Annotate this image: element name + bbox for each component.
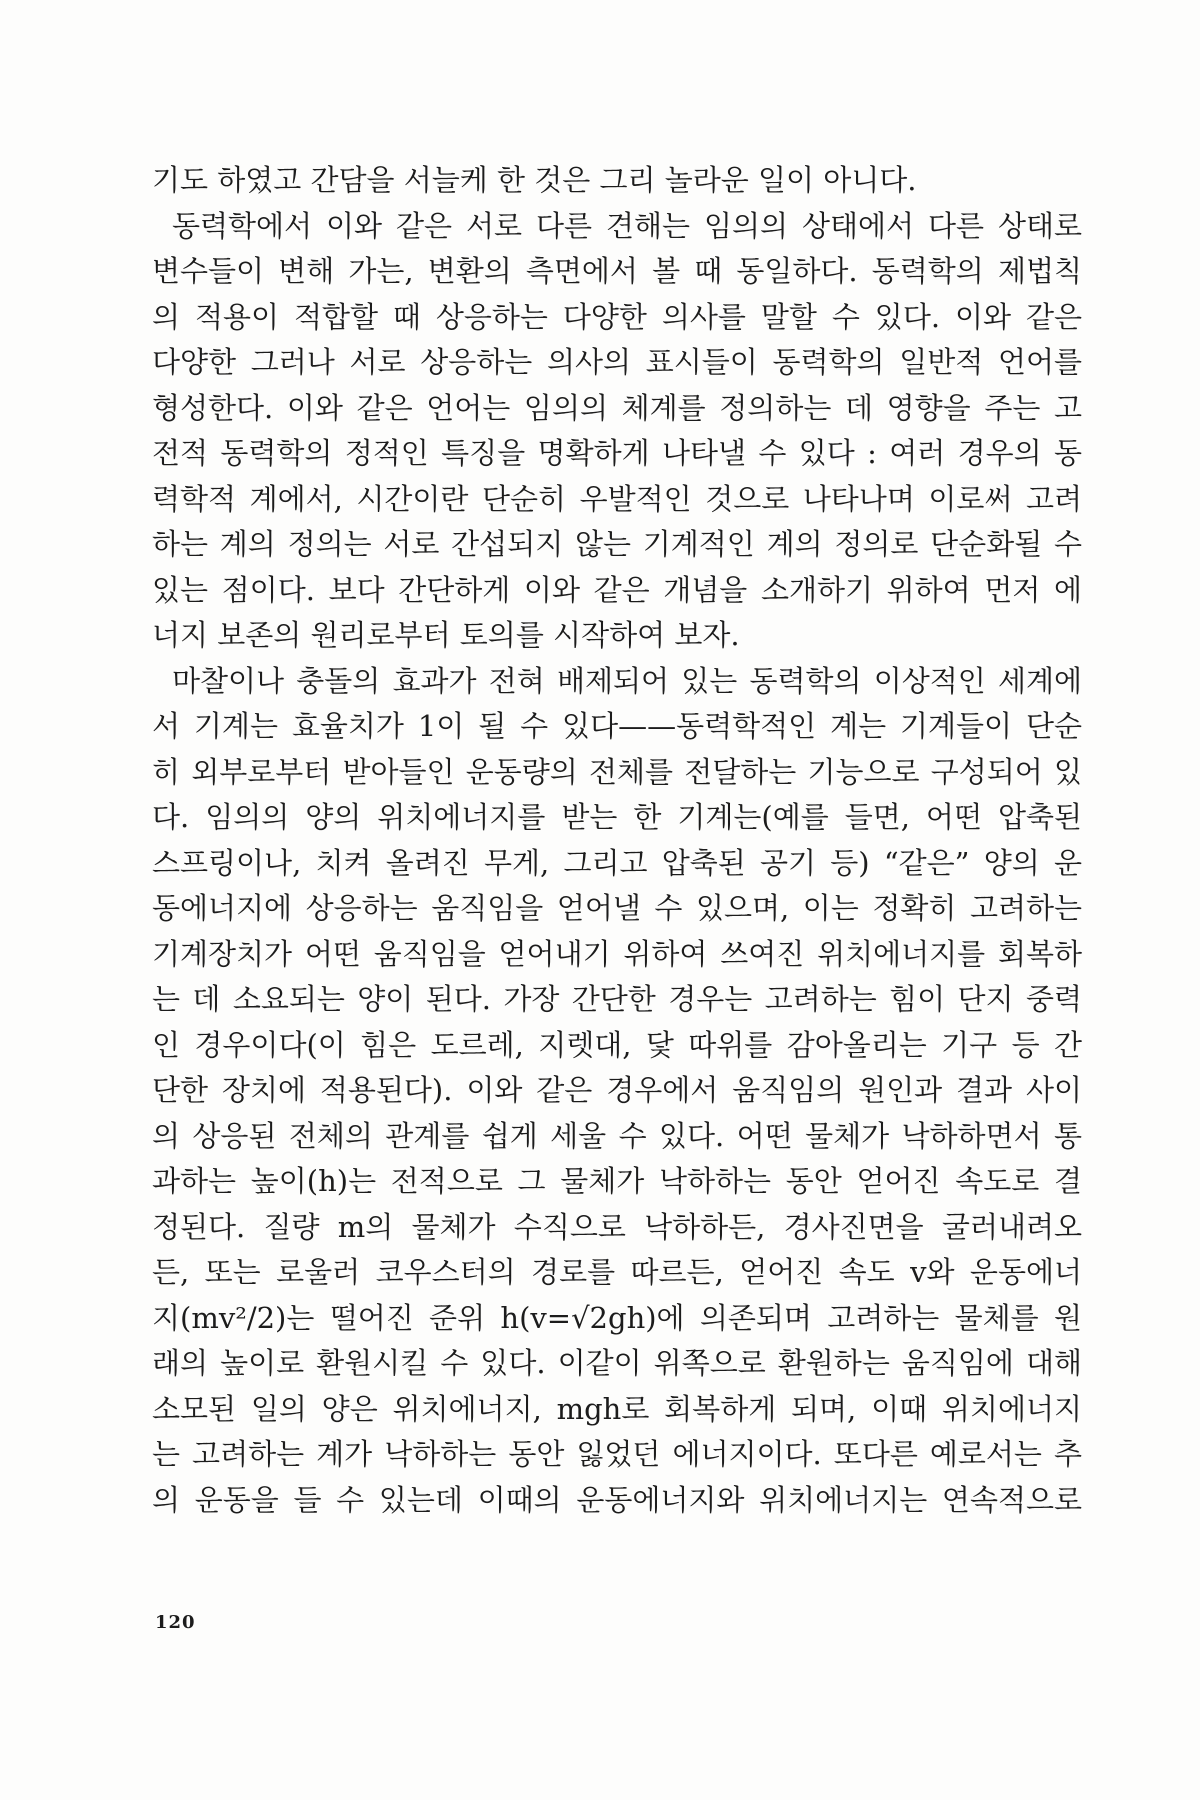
text-line: 동력학에서 이와 같은 서로 다른 견해는 임의의 상태에서 다른 상태로 bbox=[172, 208, 1082, 243]
text-line: 지(mv²/2)는 떨어진 준위 h(v=√2gh)에 의존되며 고려하는 물체를 원 bbox=[152, 1300, 1082, 1335]
text-line: 인 경우이다(이 힘은 도르레, 지렛대, 닻 따위를 감아올리는 기구 등 간 bbox=[152, 1027, 1082, 1062]
page-number: 120 bbox=[155, 1612, 196, 1633]
text-line: 는 고려하는 계가 낙하하는 동안 잃었던 에너지이다. 또다른 예로서는 추 bbox=[152, 1437, 1082, 1471]
text-line: 너지 보존의 원리로부터 토의를 시작하여 보자. bbox=[152, 618, 740, 652]
text-line: 다. 임의의 양의 위치에너지를 받는 한 기계는(예를 들면, 어떤 압축된 bbox=[152, 800, 1082, 834]
text-line: 기계장치가 어떤 움직임을 얻어내기 위하여 쓰여진 위치에너지를 회복하 bbox=[152, 936, 1082, 971]
text-line: 든, 또는 로울러 코우스터의 경로를 따르든, 얻어진 속도 v와 운동에너 bbox=[152, 1255, 1082, 1289]
text-line: 하는 계의 정의는 서로 간섭되지 않는 기계적인 계의 정의로 단순화될 수 bbox=[152, 527, 1082, 561]
text-line: 있는 점이다. 보다 간단하게 이와 같은 개념을 소개하기 위하여 먼저 에 bbox=[152, 572, 1082, 607]
body-text bbox=[152, 158, 1082, 1523]
text-line: 래의 높이로 환원시킬 수 있다. 이같이 위쪽으로 환원하는 움직임에 대해 bbox=[152, 1346, 1082, 1380]
text-line: 의 운동을 들 수 있는데 이때의 운동에너지와 위치에너지는 연속적으로 bbox=[152, 1482, 1082, 1517]
text-line: 의 상응된 전체의 관계를 쉽게 세울 수 있다. 어떤 물체가 낙하하면서 통 bbox=[152, 1118, 1082, 1153]
text-line: 단한 장치에 적용된다). 이와 같은 경우에서 움직임의 원인과 결과 사이 bbox=[152, 1073, 1082, 1107]
text-line: 정된다. 질량 m의 물체가 수직으로 낙하하든, 경사진면을 굴러내려오 bbox=[152, 1209, 1082, 1244]
text-line: 변수들이 변해 가는, 변환의 측면에서 볼 때 동일하다. 동력학의 제법칙 bbox=[152, 254, 1082, 288]
text-line: 서 기계는 효율치가 1이 될 수 있다——동력학적인 계는 기계들이 단순 bbox=[152, 709, 1082, 743]
text-line: 마찰이나 충돌의 효과가 전혀 배제되어 있는 동력학의 이상적인 세계에 bbox=[172, 663, 1082, 698]
text-line: 스프링이나, 치켜 올려진 무게, 그리고 압축된 공기 등) “같은” 양의 운 bbox=[152, 845, 1082, 880]
text-line: 히 외부로부터 받아들인 운동량의 전체를 전달하는 기능으로 구성되어 있 bbox=[152, 754, 1082, 789]
text-line: 소모된 일의 양은 위치에너지, mgh로 회복하게 되며, 이때 위치에너지 bbox=[152, 1391, 1082, 1426]
text-line: 다양한 그러나 서로 상응하는 의사의 표시들이 동력학의 일반적 언어를 bbox=[152, 345, 1082, 379]
text-line: 동에너지에 상응하는 움직임을 얻어낼 수 있으며, 이는 정확히 고려하는 bbox=[152, 891, 1082, 925]
text-line: 형성한다. 이와 같은 언어는 임의의 체계를 정의하는 데 영향을 주는 고 bbox=[152, 390, 1082, 425]
text-line: 력학적 계에서, 시간이란 단순히 우발적인 것으로 나타나며 이로써 고려 bbox=[152, 481, 1082, 516]
text-line: 과하는 높이(h)는 전적으로 그 물체가 낙하하는 동안 얻어진 속도로 결 bbox=[152, 1164, 1082, 1198]
text-line: 는 데 소요되는 양이 된다. 가장 간단한 경우는 고려하는 힘이 단지 중력 bbox=[152, 982, 1082, 1016]
text-line: 의 적용이 적합할 때 상응하는 다양한 의사를 말할 수 있다. 이와 같은 bbox=[152, 299, 1082, 334]
text-line: 기도 하였고 간담을 서늘케 한 것은 그리 놀라운 일이 아니다. bbox=[152, 163, 917, 197]
text-line: 전적 동력학의 정적인 특징을 명확하게 나타낼 수 있다 : 여러 경우의 동 bbox=[152, 436, 1082, 470]
